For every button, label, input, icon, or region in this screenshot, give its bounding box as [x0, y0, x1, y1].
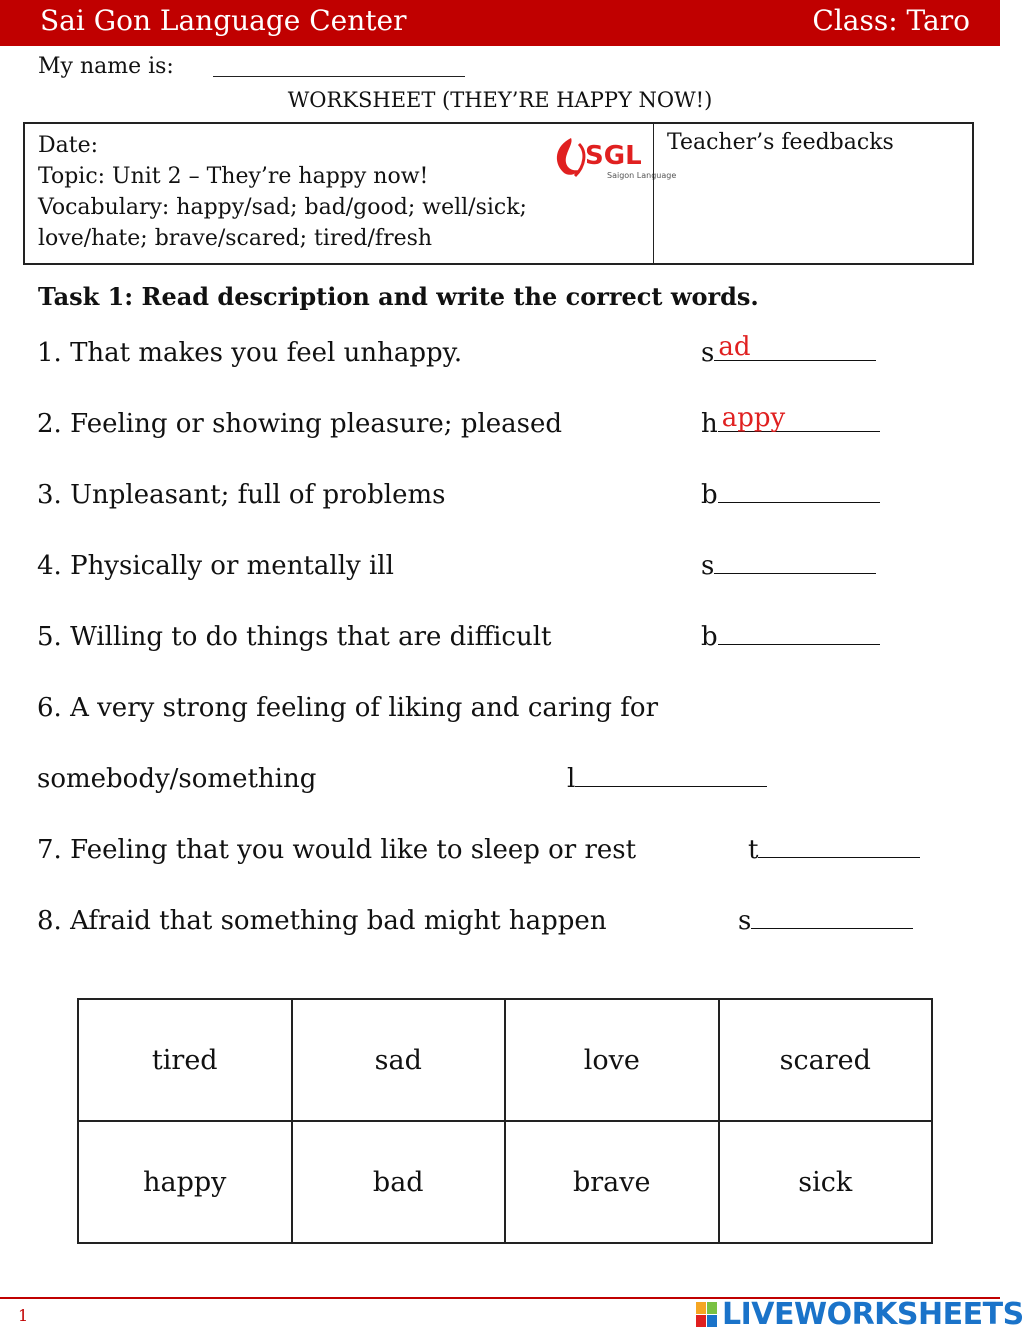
- word-bank-cell: brave: [505, 1121, 719, 1243]
- header-bar: [0, 0, 1000, 46]
- class-label: Class: Taro: [812, 4, 970, 37]
- question-6-continued: somebody/something: [37, 764, 317, 794]
- name-prompt: My name is:: [38, 54, 174, 79]
- question-2: 2. Feeling or showing pleasure; pleased: [37, 409, 563, 439]
- answer-8-letter: s: [738, 906, 752, 936]
- answer-2-input[interactable]: [718, 403, 880, 433]
- answer-2-filled: appy: [721, 403, 786, 433]
- answer-8: [738, 906, 913, 936]
- word-bank-cell: tired: [78, 999, 292, 1121]
- word-bank-cell: love: [505, 999, 719, 1121]
- task1-title: Task 1: Read description and write the correct words.: [38, 282, 759, 311]
- box-divider: [653, 124, 654, 263]
- word-bank-cell: bad: [292, 1121, 506, 1243]
- answer-5: [701, 622, 880, 652]
- answer-1-letter: s: [701, 338, 715, 368]
- answer-3: [701, 480, 880, 510]
- answer-2-letter: h: [701, 409, 718, 439]
- question-8: 8. Afraid that something bad might happen: [37, 906, 607, 936]
- page-number: 1: [18, 1306, 29, 1325]
- question-3: 3. Unpleasant; full of problems: [37, 480, 446, 510]
- answer-4-letter: s: [701, 551, 715, 581]
- vocab-line-2: love/hate; brave/scared; tired/fresh: [38, 226, 433, 251]
- question-4: 4. Physically or mentally ill: [37, 551, 394, 581]
- info-box: [23, 122, 974, 265]
- answer-5-input[interactable]: [718, 622, 880, 645]
- answer-7: [748, 835, 920, 865]
- answer-8-input[interactable]: [751, 906, 913, 929]
- topic-label: Topic: Unit 2 – They’re happy now!: [38, 164, 429, 189]
- answer-3-input[interactable]: [718, 480, 880, 503]
- question-6: 6. A very strong feeling of liking and caring for: [37, 693, 658, 723]
- date-label: Date:: [38, 133, 99, 158]
- word-bank-cell: scared: [719, 999, 933, 1121]
- info-lines: [38, 130, 527, 254]
- answer-6-input[interactable]: [575, 764, 767, 787]
- question-1: 1. That makes you feel unhappy.: [37, 338, 463, 368]
- logo-subtext: Saigon Language: [607, 171, 677, 180]
- word-bank-table: [77, 998, 933, 1244]
- teacher-feedback-label: Teacher’s feedbacks: [667, 130, 894, 155]
- name-input-line[interactable]: [213, 76, 465, 77]
- answer-6-letter: l: [567, 764, 576, 794]
- word-bank-cell: sick: [719, 1121, 933, 1243]
- liveworksheets-brand[interactable]: LIVEWORKSHEETS: [722, 1297, 1024, 1332]
- vocab-line-1: Vocabulary: happy/sad; bad/good; well/sick;: [38, 195, 527, 220]
- word-bank-row: [78, 999, 932, 1121]
- word-bank-cell: happy: [78, 1121, 292, 1243]
- center-name: Sai Gon Language Center: [40, 4, 407, 37]
- answer-7-letter: t: [748, 835, 759, 865]
- word-bank-row: [78, 1121, 932, 1243]
- answer-1-input[interactable]: [714, 332, 876, 362]
- answer-1-filled: ad: [718, 332, 751, 362]
- worksheet-title: WORKSHEET (THEY’RE HAPPY NOW!): [287, 88, 713, 112]
- answer-4: [701, 551, 876, 581]
- question-5: 5. Willing to do things that are difficult: [37, 622, 552, 652]
- liveworksheets-icon: [696, 1302, 718, 1328]
- word-bank-cell: sad: [292, 999, 506, 1121]
- answer-2: [701, 403, 880, 439]
- answer-3-letter: b: [701, 480, 718, 510]
- sgl-logo: [549, 132, 677, 184]
- answer-7-input[interactable]: [758, 835, 920, 858]
- answer-6: [567, 764, 767, 794]
- logo-text: SGL: [585, 141, 642, 171]
- answer-4-input[interactable]: [714, 551, 876, 574]
- answer-1: [701, 332, 876, 368]
- answer-5-letter: b: [701, 622, 718, 652]
- question-7: 7. Feeling that you would like to sleep or rest: [37, 835, 637, 865]
